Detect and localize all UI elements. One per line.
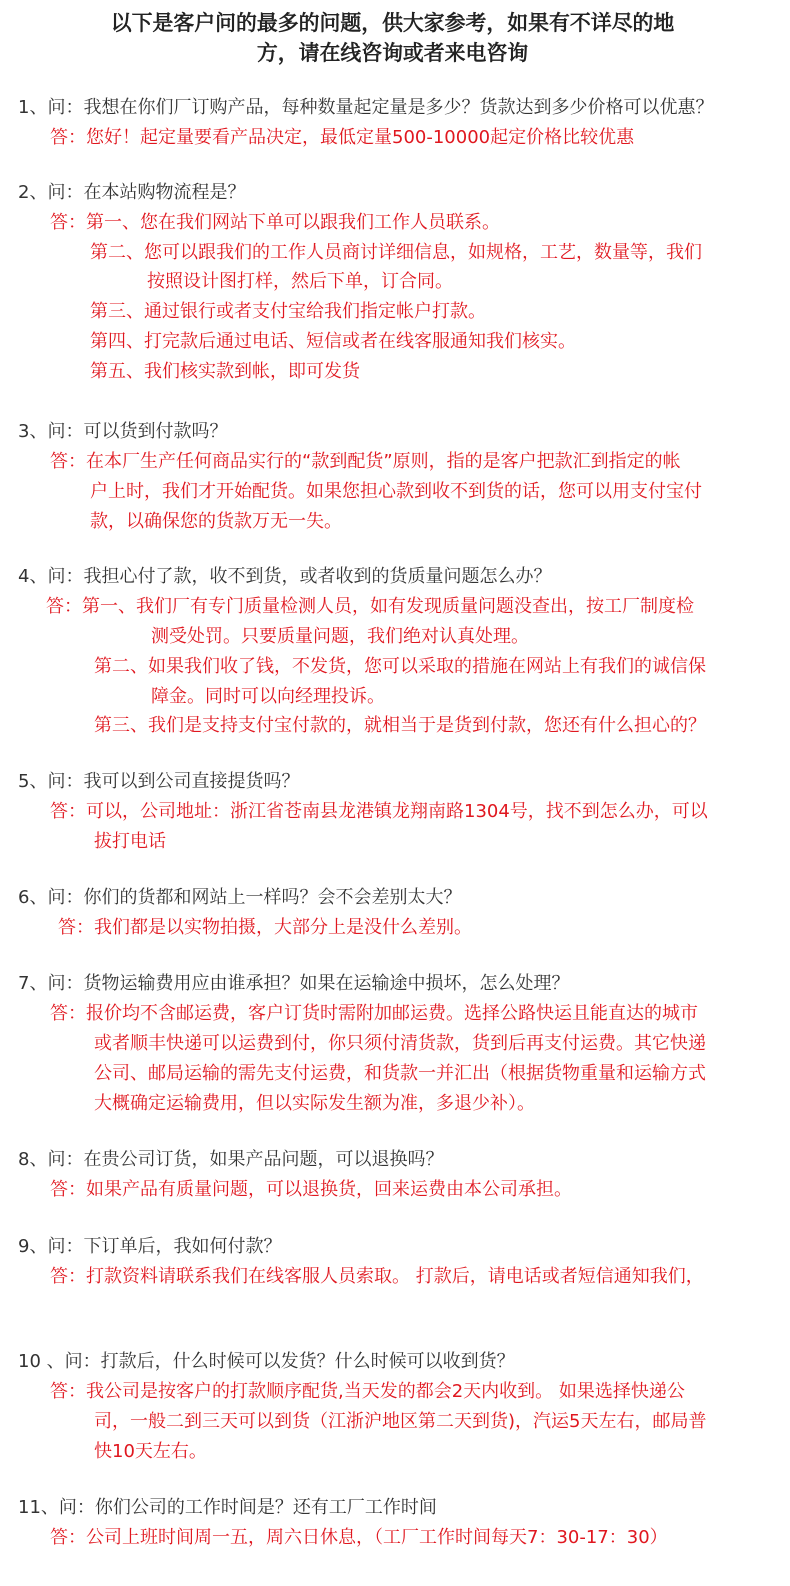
answer-11-line-1: 答：公司上班时间周一五，周六日休息，（工厂工作时间每天7：30-17：30） (50, 1527, 668, 1548)
answer-7-line-1: 答：报价均不含邮运费，客户订货时需附加邮运费。选择公路快运且能直达的城市 (50, 1003, 698, 1024)
answer-4-line-4: 障金。同时可以向经理投诉。 (151, 686, 385, 707)
question-3: 3、问：可以货到付款吗？ (18, 421, 228, 442)
answer-5-line-2: 拔打电话 (94, 831, 166, 852)
answer-5-line-1: 答：可以，公司地址：浙江省苍南县龙港镇龙翔南路1304号，找不到怎么办，可以 (50, 801, 708, 822)
question-5: 5、问：我可以到公司直接提货吗？ (18, 771, 300, 792)
answer-2-line-2: 第二、您可以跟我们的工作人员商讨详细信息，如规格，工艺，数量等，我们 (90, 242, 702, 263)
page-title-line-2: 方，请在线咨询或者来电咨询 (256, 41, 529, 65)
question-4: 4、问：我担心付了款，收不到货，或者收到的货质量问题怎么办？ (18, 566, 552, 587)
question-8: 8、问：在贵公司订货，如果产品问题，可以退换吗？ (18, 1149, 444, 1170)
answer-1: 答：您好！起定量要看产品决定，最低定量500-10000起定价格比较优惠 (50, 127, 635, 148)
answer-10-line-1: 答：我公司是按客户的打款顺序配货,当天发的都会2天内收到。 如果选择快递公 (50, 1381, 685, 1402)
question-1: 1、问：我想在你们厂订购产品，每种数量起定量是多少？货款达到多少价格可以优惠？ (18, 97, 714, 118)
answer-2-line-1: 答：第一、您在我们网站下单可以跟我们工作人员联系。 (50, 212, 500, 233)
question-2: 2、问：在本站购物流程是？ (18, 182, 246, 203)
question-10: 10 、问：打款后，什么时候可以发货？什么时候可以收到货？ (18, 1351, 515, 1372)
answer-4-line-5: 第三、我们是支持支付宝付款的，就相当于是货到付款，您还有什么担心的？ (94, 715, 706, 736)
question-11: 11、问：你们公司的工作时间是？还有工厂工作时间 (18, 1497, 437, 1518)
question-7: 7、问：货物运输费用应由谁承担？如果在运输途中损坏，怎么处理？ (18, 973, 570, 994)
page-title (0, 8, 790, 68)
answer-9-line-1: 答：打款资料请联系我们在线客服人员索取。 打款后，请电话或者短信通知我们， (50, 1266, 704, 1287)
answer-10-line-3: 快10天左右。 (94, 1441, 207, 1462)
answer-3-line-3: 款，以确保您的货款万无一失。 (90, 511, 342, 532)
answer-4-line-1: 答：第一、我们厂有专门质量检测人员，如有发现质量问题没查出，按工厂制度检 (46, 596, 694, 617)
answer-7-line-2: 或者顺丰快递可以运费到付，你只须付清货款，货到后再支付运费。其它快递 (94, 1033, 706, 1054)
answer-2-line-6: 第五、我们核实款到帐，即可发货 (90, 361, 360, 382)
answer-3-line-2: 户上时，我们才开始配货。如果您担心款到收不到货的话，您可以用支付宝付 (90, 481, 702, 502)
answer-6-line-1: 答：我们都是以实物拍摄，大部分上是没什么差别。 (58, 917, 472, 938)
answer-10-line-2: 司，一般二到三天可以到货（江浙沪地区第二天到货)，汽运5天左右，邮局普 (94, 1411, 707, 1432)
page-title-line-1: 以下是客户问的最多的问题，供大家参考，如果有不详尽的地 (110, 11, 675, 35)
answer-3-line-1: 答：在本厂生产任何商品实行的“款到配货”原则，指的是客户把款汇到指定的帐 (50, 451, 681, 472)
question-9: 9、问：下订单后，我如何付款？ (18, 1236, 282, 1257)
answer-2-line-4: 第三、通过银行或者支付宝给我们指定帐户打款。 (90, 301, 486, 322)
answer-4-line-3: 第二、如果我们收了钱，不发货，您可以采取的措施在网站上有我们的诚信保 (94, 656, 706, 677)
answer-4-line-2: 测受处罚。只要质量问题，我们绝对认真处理。 (151, 626, 529, 647)
answer-7-line-3: 公司、邮局运输的需先支付运费，和货款一并汇出（根据货物重量和运输方式 (94, 1063, 706, 1084)
answer-2-line-5: 第四、打完款后通过电话、短信或者在线客服通知我们核实。 (90, 331, 576, 352)
answer-2-line-3: 按照设计图打样，然后下单，订合同。 (147, 271, 453, 292)
question-6: 6、问：你们的货都和网站上一样吗？会不会差别太大？ (18, 887, 462, 908)
answer-8-line-1: 答：如果产品有质量问题，可以退换货，回来运费由本公司承担。 (50, 1179, 572, 1200)
answer-7-line-4: 大概确定运输费用，但以实际发生额为准，多退少补）。 (94, 1093, 535, 1114)
